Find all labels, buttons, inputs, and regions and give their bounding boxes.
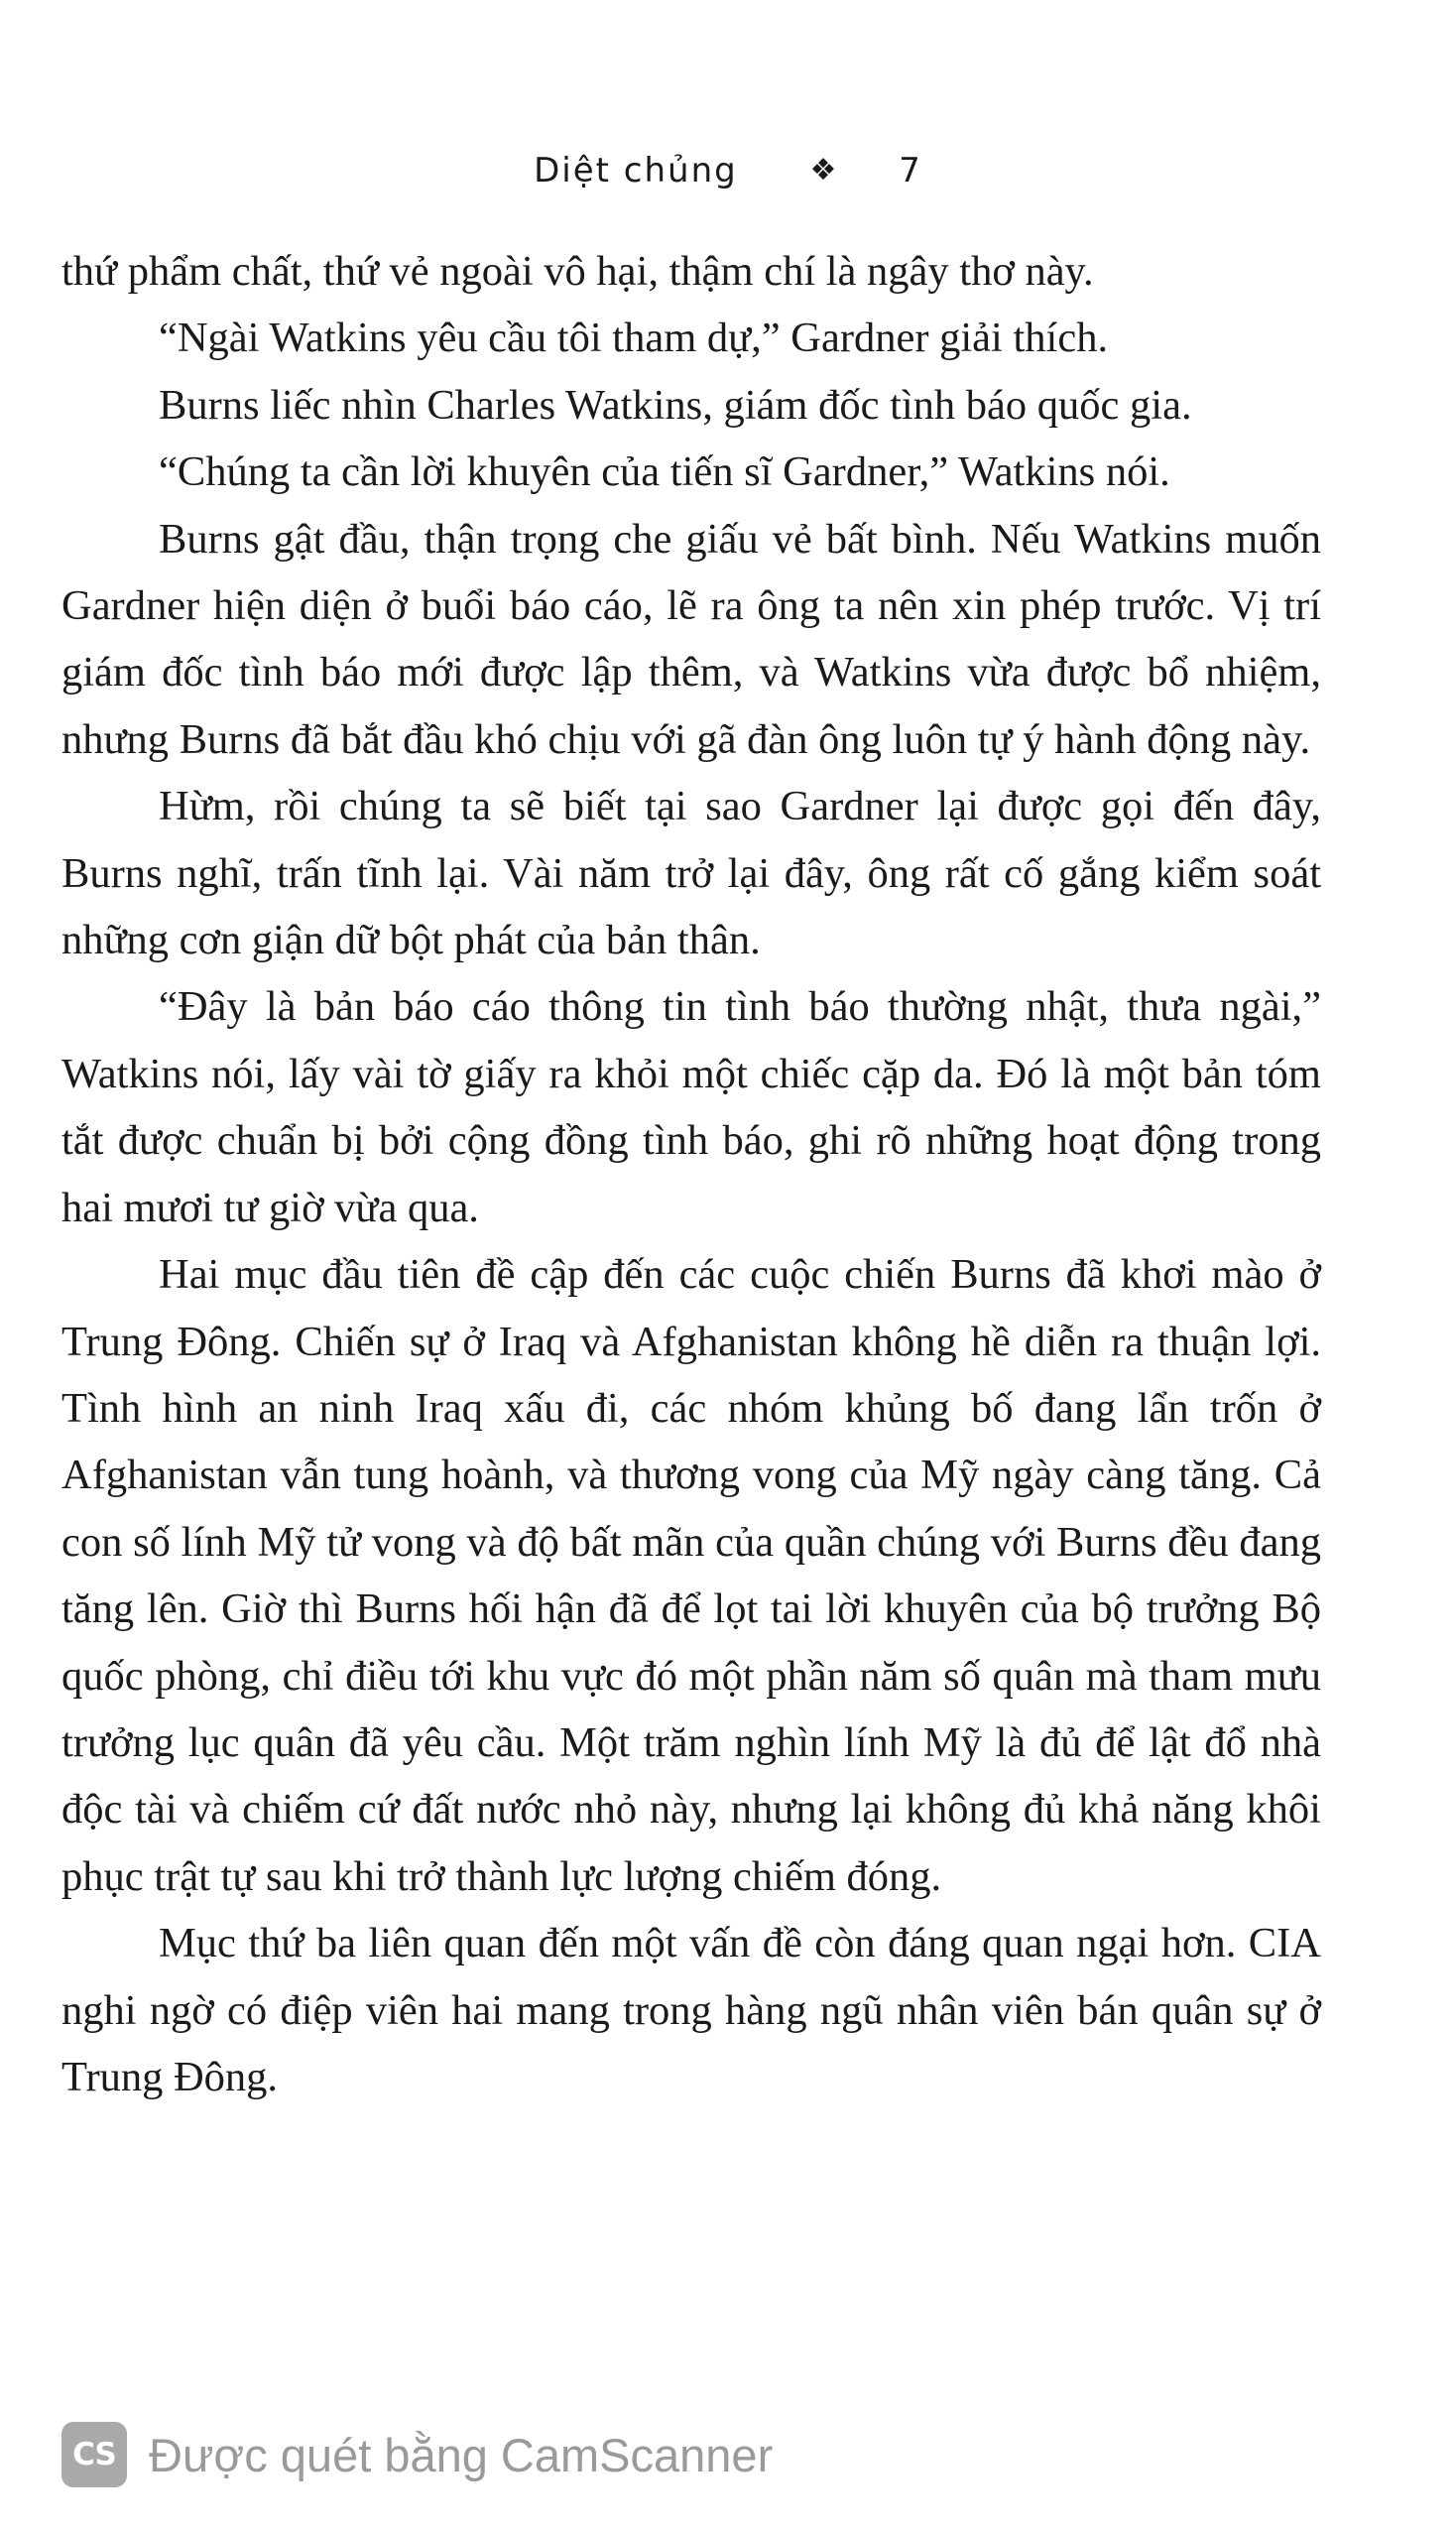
- camscanner-logo-icon: CS: [61, 2422, 127, 2487]
- paragraph: Hai mục đầu tiên đề cập đến các cuộc chiến Burns đã khơi mào ở Trung Đông. Chiến sự ở Iraq và Afghanistan không hề diễn ra thuận lợi. Tình hình an ninh Iraq xấu đi, các nhóm khủng bố đang lẩn trốn ở Afghanistan vẫn tung hoành, và thương vong của Mỹ ngày càng tăng. Cả con số lính Mỹ tử vong và độ bất mãn của quần chúng với Burns đều đang tăng lên. Giờ thì Burns hối hận đã để lọt tai lời khuyên của bộ trưởng Bộ quốc phòng, chỉ điều tới khu vực đó một phần năm số quân mà tham mưu trưởng lục quân đã yêu cầu. Một trăm nghìn lính Mỹ là đủ để lật đổ nhà độc tài và chiếm cứ đất nước nhỏ này, nhưng lại không đủ khả năng khôi phục trật tự sau khi trở thành lực lượng chiếm đóng.: [61, 1251, 1321, 1900]
- paragraph: Hừm, rồi chúng ta sẽ biết tại sao Gardner lại được gọi đến đây, Burns nghĩ, trấn tĩnh lại. Vài năm trở lại đây, ông rất cố gắng kiểm soát những cơn giận dữ bột phát của bản thân.: [61, 783, 1321, 964]
- body-text: [61, 238, 1321, 2110]
- paragraph: “Ngài Watkins yêu cầu tôi tham dự,” Gardner giải thích.: [159, 315, 1109, 362]
- paragraph: Mục thứ ba liên quan đến một vấn đề còn đáng quan ngại hơn. CIA nghi ngờ có điệp viên hai mang trong hàng ngũ nhân viên bán quân sự ở Trung Đông.: [61, 1920, 1321, 2100]
- page-number: 7: [899, 150, 922, 190]
- chapter-title: Diệt chủng: [534, 150, 738, 190]
- paragraph: “Đây là bản báo cáo thông tin tình báo thường nhật, thưa ngài,” Watkins nói, lấy vài tờ giấy ra khỏi một chiếc cặp da. Đó là một bản tóm tắt được chuẩn bị bởi cộng đồng tình báo, ghi rõ những hoạt động trong hai mươi tư giờ vừa qua.: [61, 983, 1321, 1231]
- watermark-text: Được quét bằng CamScanner: [149, 2428, 774, 2481]
- paragraph: Burns gật đầu, thận trọng che giấu vẻ bất bình. Nếu Watkins muốn Gardner hiện diện ở buổi báo cáo, lẽ ra ông ta nên xin phép trước. Vị trí giám đốc tình báo mới được lập thêm, và Watkins vừa được bổ nhiệm, nhưng Burns đã bắt đầu khó chịu với gã đàn ông luôn tự ý hành động này.: [61, 515, 1321, 763]
- paragraph-continued: thứ phẩm chất, thứ vẻ ngoài vô hại, thậm chí là ngây thơ này.: [61, 248, 1094, 295]
- paragraph: Burns liếc nhìn Charles Watkins, giám đốc tình báo quốc gia.: [159, 381, 1192, 429]
- ornament-icon: ❖: [809, 153, 839, 188]
- paragraph: “Chúng ta cần lời khuyên của tiến sĩ Gardner,” Watkins nói.: [159, 448, 1170, 496]
- camscanner-watermark: [61, 2417, 773, 2492]
- running-header: [0, 149, 1456, 190]
